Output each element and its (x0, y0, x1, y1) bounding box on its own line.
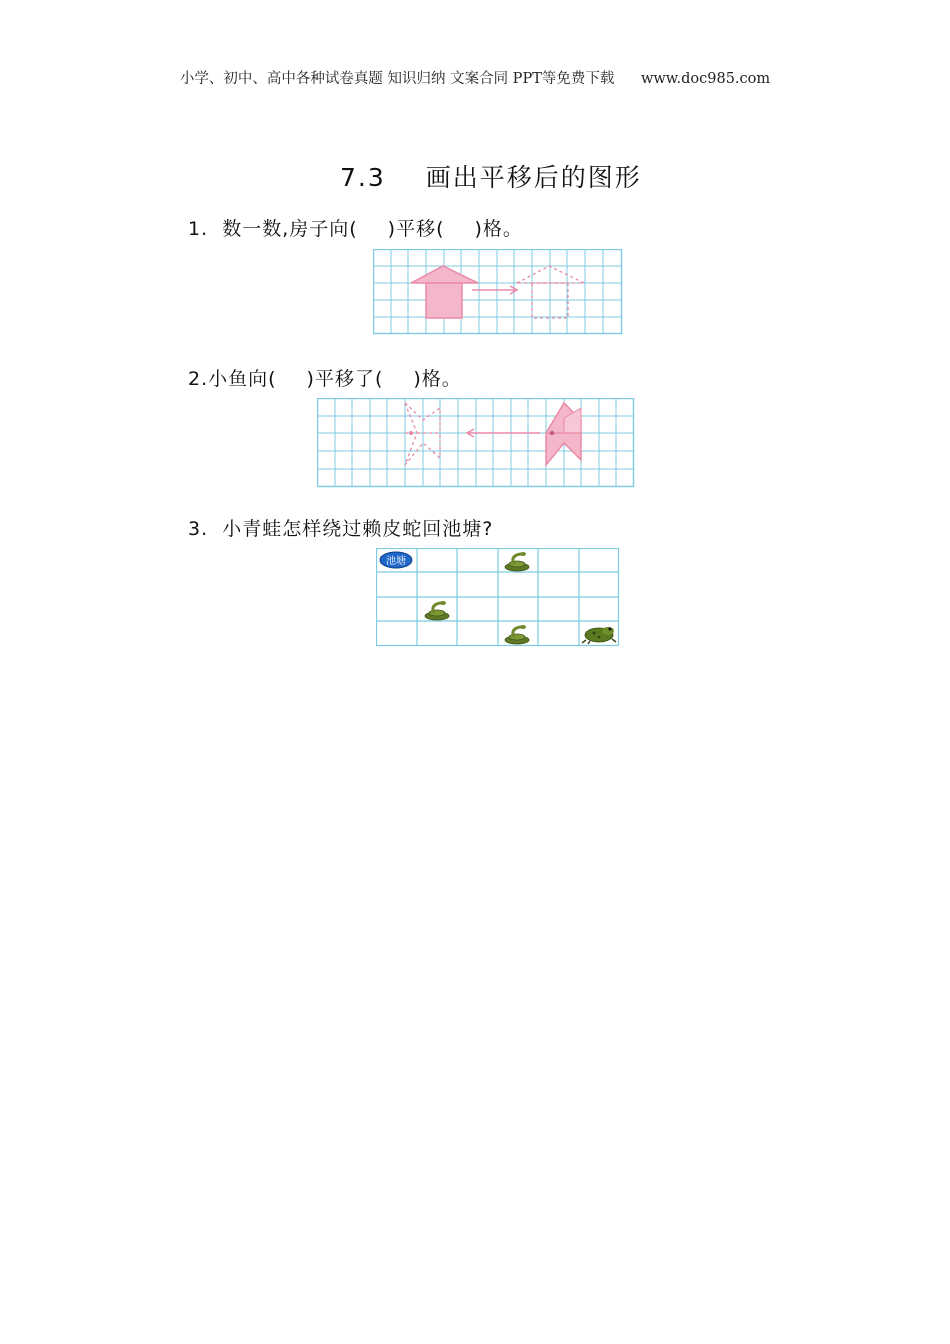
house-original (411, 266, 478, 318)
header-text: 小学、初中、高中各种试卷真题 知识归纳 文案合同 PPT等免费下载 (179, 71, 615, 87)
page-header (0, 67, 950, 88)
move-arrow (467, 429, 540, 437)
snake-icon (425, 601, 449, 620)
frog-icon (582, 627, 616, 644)
page-title (340, 158, 642, 194)
question-3: 3. 小青蛙怎样绕过赖皮蛇回池塘? (188, 518, 494, 540)
pond-label: 池塘 (386, 556, 406, 567)
section-number: 7.3 (340, 163, 386, 192)
frog-maze-grid (376, 548, 620, 647)
header-site: www.doc985.com (640, 71, 771, 87)
house-grid (373, 249, 623, 335)
snake-icon (505, 552, 529, 571)
fish-eye-translated (409, 431, 413, 435)
question-1: 1. 数一数,房子向( )平移( )格。 (188, 218, 523, 240)
section-title: 画出平移后的图形 (425, 163, 642, 192)
question-2: 2.小鱼向( )平移了( )格。 (188, 368, 462, 390)
pond-icon (380, 552, 412, 568)
fish-grid (317, 398, 635, 488)
snake-icon (505, 625, 529, 644)
